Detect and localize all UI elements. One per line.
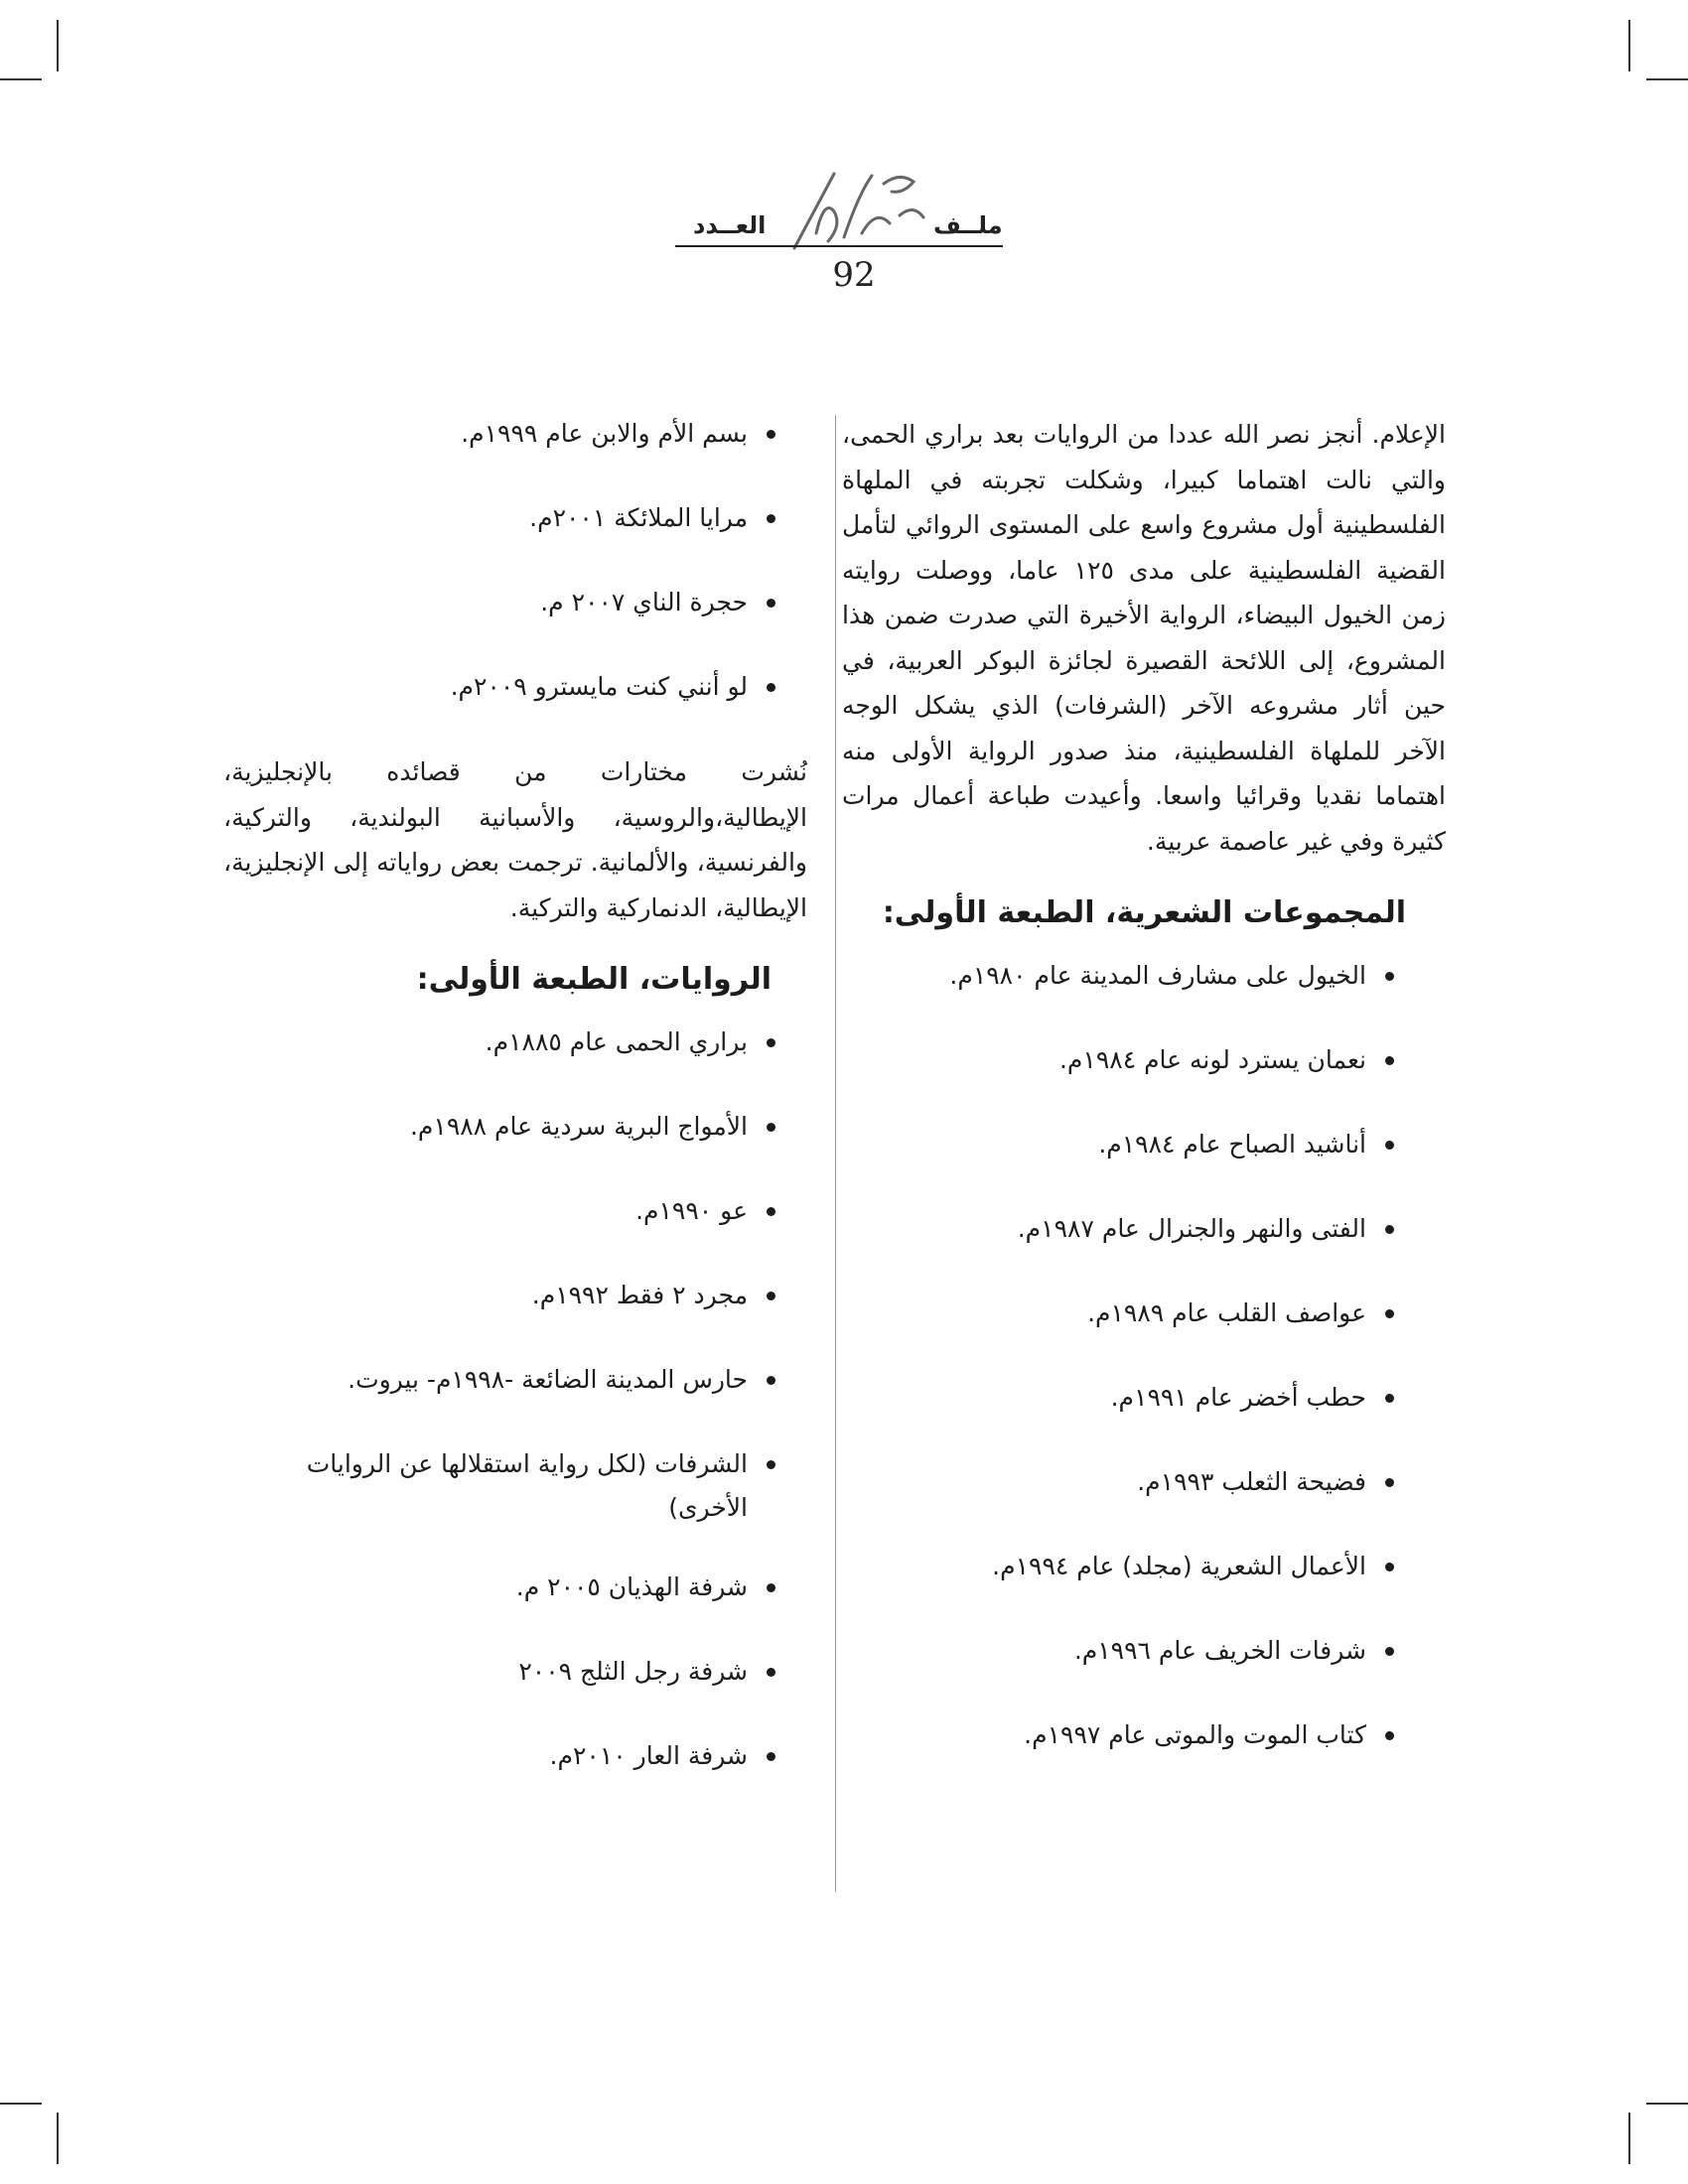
header-issue-label: العــدد [693, 211, 767, 239]
list-item: فضيحة الثعلب ١٩٩٣م. [842, 1460, 1396, 1504]
list-item: الخيول على مشارف المدينة عام ١٩٨٠م. [842, 954, 1396, 998]
crop-mark [57, 20, 59, 71]
list-item: الأعمال الشعرية (مجلد) عام ١٩٩٤م. [842, 1545, 1396, 1588]
crop-mark [1646, 78, 1688, 80]
header-rule [675, 245, 1003, 247]
crop-mark [1628, 2113, 1630, 2164]
novels-list [223, 1021, 807, 1778]
list-item: براري الحمى عام ١٨٨٥م. [223, 1021, 777, 1064]
crop-mark [0, 78, 42, 80]
list-item: شرفة الهذيان ٢٠٠٥ م. [223, 1566, 777, 1609]
list-item: الشرفات (لكل رواية استقلالها عن الروايات الأخرى) [223, 1442, 777, 1530]
list-item: حطب أخضر عام ١٩٩١م. [842, 1376, 1396, 1420]
header-file-label: ملــف [933, 211, 1003, 239]
list-item: الأمواج البرية سردية عام ١٩٨٨م. [223, 1105, 777, 1149]
list-item: حارس المدينة الضائعة -١٩٩٨م- بيروت. [223, 1358, 777, 1402]
crop-mark [57, 2113, 59, 2164]
crop-mark [1646, 2103, 1688, 2105]
novels-heading: الروايات، الطبعة الأولى: [416, 962, 772, 997]
list-item: مجرد ٢ فقط ١٩٩٢م. [223, 1274, 777, 1317]
poetry-list [842, 954, 1446, 1757]
poetry-heading: المجموعات الشعرية، الطبعة الأولى: [882, 895, 1406, 930]
list-item: عواصف القلب عام ١٩٨٩م. [842, 1292, 1396, 1335]
list-item: نعمان يسترد لونه عام ١٩٨٤م. [842, 1038, 1396, 1082]
intro-paragraph: الإعلام. أنجز نصر الله عددا من الروايات بعد براري الحمى، والتي نالت اهتماما كبيرا، وشكلت تجربته في الملهاة الفلسطينية أول مشروع واسع على المستوى الروائي لتأمل القضية الفلسطينية على مدى ١٢٥ عاما، ووصلت روايته زمن الخيول البيضاء، الرواية الأخيرة التي صدرت ضمن هذا المشروع، إلى اللائحة القصيرة لجائزة البوكر العربية، في حين أثار مشروعه الآخر (الشرفات) الذي يشكل الوجه الآخر للملهاة الفلسطينية، منذ صدور الرواية الأولى منه اهتماما نقديا وقرائيا واسعا. وأعيدت طباعة أعمال مرات كثيرة وفي غير عاصمة عربية. [842, 420, 1446, 856]
list-item: لو أنني كنت مايسترو ٢٠٠٩م. [223, 665, 777, 709]
crop-mark [0, 2103, 42, 2105]
running-header [675, 154, 1013, 313]
crop-mark [1628, 20, 1630, 71]
list-item: شرفة رجل الثلج ٢٠٠٩ [223, 1650, 777, 1694]
list-item: شرفة العار ٢٠١٠م. [223, 1734, 777, 1778]
list-item: شرفات الخريف عام ١٩٩٦م. [842, 1629, 1396, 1673]
poetry-list-continued [223, 412, 807, 709]
list-item: حجرة الناي ٢٠٠٧ م. [223, 581, 777, 624]
column-divider [835, 415, 836, 1892]
list-item: أناشيد الصباح عام ١٩٨٤م. [842, 1123, 1396, 1166]
page-number: 92 [832, 255, 876, 295]
right-column [842, 412, 1446, 1798]
left-column [223, 412, 807, 1819]
list-item: بسم الأم والابن عام ١٩٩٩م. [223, 412, 777, 456]
list-item: كتاب الموت والموتى عام ١٩٩٧م. [842, 1713, 1396, 1757]
list-item: مرايا الملائكة ٢٠٠١م. [223, 496, 777, 540]
translations-paragraph: نُشرت مختارات من قصائده بالإنجليزية، الإيطالية،والروسية، والأسبانية البولندية، والتركية، والفرنسية، والألمانية. ترجمت بعض رواياته إلى الإنجليزية، الإيطالية، الدنماركية والتركية. [223, 757, 807, 922]
list-item: عو ١٩٩٠م. [223, 1189, 777, 1233]
magazine-logo-text: ابو قصر [842, 223, 846, 224]
list-item: الفتى والنهر والجنرال عام ١٩٨٧م. [842, 1207, 1396, 1251]
